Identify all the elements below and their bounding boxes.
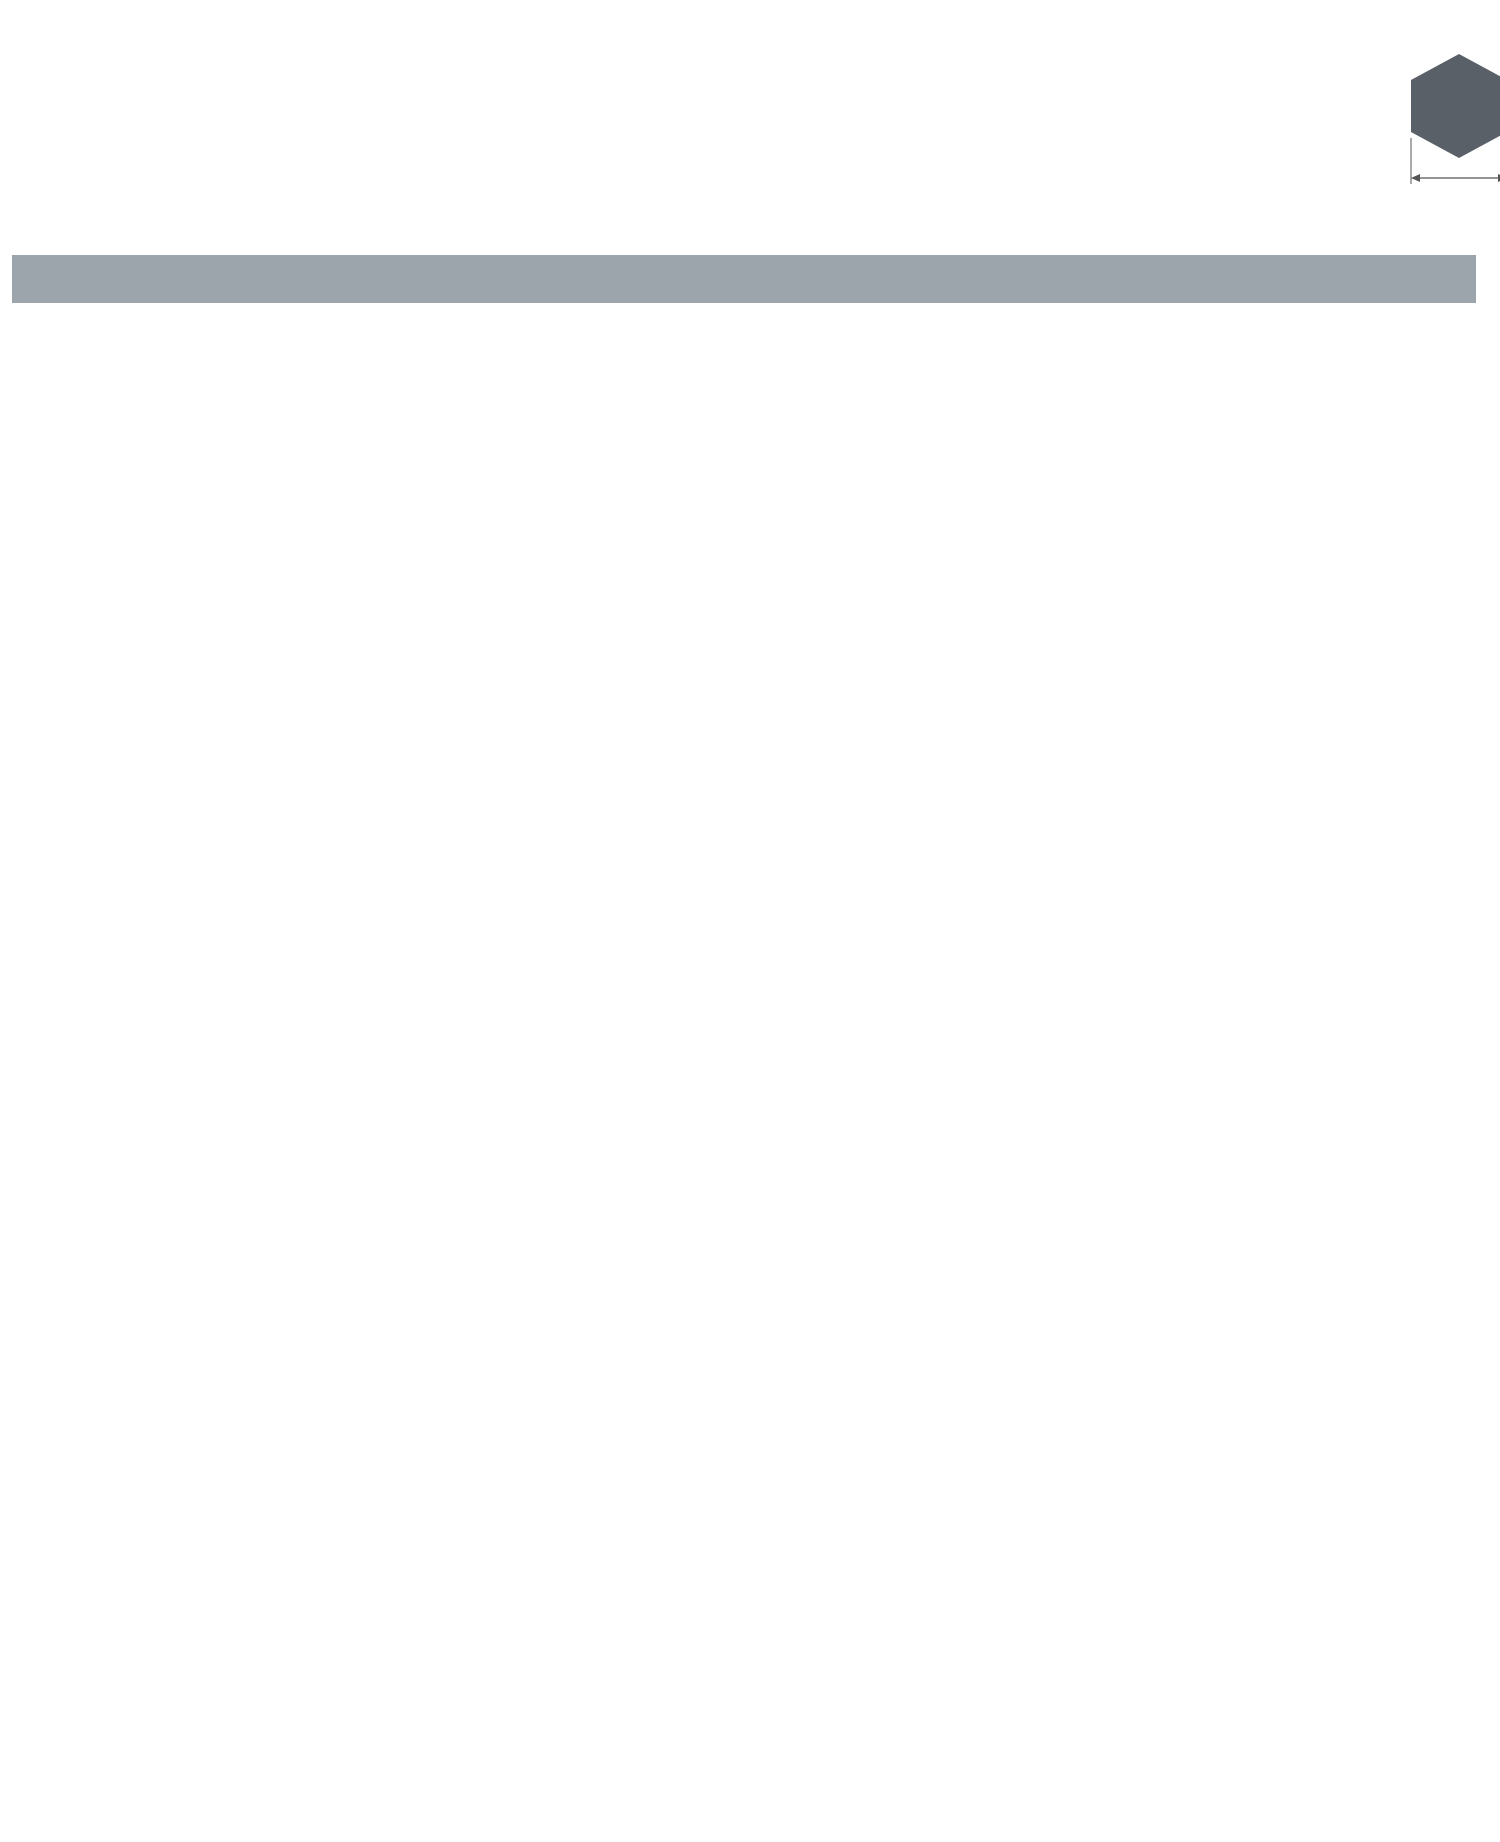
footer-note (14, 1796, 28, 1820)
main-title (12, 255, 1476, 303)
hexagon-icon (1408, 52, 1500, 186)
